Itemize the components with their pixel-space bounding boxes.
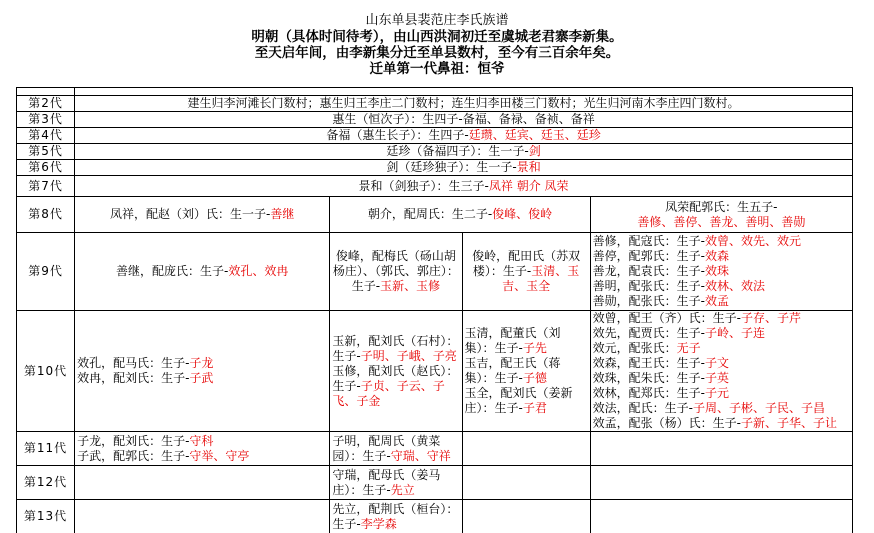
cell-gen12-empty-3 bbox=[590, 466, 852, 500]
cell-gen3: 惠生（恒次子）：生四子-备福、备禄、备祯、备祥 bbox=[75, 112, 853, 128]
cell-gen9-shanji: 善继，配庞氏：生子-效孔、效冉 bbox=[75, 233, 330, 311]
generation-row-12 bbox=[17, 466, 853, 500]
cell-gen12-shourui: 守瑞，配母氏（姜马庄）：生子-先立 bbox=[330, 466, 462, 500]
genealogy-table bbox=[16, 87, 853, 533]
cell-gen4: 备福（惠生长子）：生四子-廷瓒、廷宾、廷玉、廷珍 bbox=[75, 128, 853, 144]
generation-label: 第12代 bbox=[17, 466, 75, 500]
doc-first-ancestor: 迁单第一代鼻祖：恒爷 bbox=[369, 61, 505, 77]
generation-row-13 bbox=[17, 500, 853, 533]
doc-subtitle-origin: 明朝（具体时间待考），由山西洪洞初迁至虞城老君寨李新集。 bbox=[251, 29, 623, 45]
generation-row-11 bbox=[17, 432, 853, 466]
cell-gen8-fengxiang: 凤祥，配赵（刘）氏：生一子-善继 bbox=[75, 197, 330, 233]
cell-gen2: 建生归李河滩长门数村；惠生归王李庄二门数村；连生归李田楼三门数村；光生归河南木李庄四门数村。 bbox=[75, 96, 853, 112]
cell-gen11-zilong: 子龙，配刘氏：生子-守科 子武，配郭氏：生子-守举、守亭 bbox=[75, 432, 330, 466]
generation-row-2 bbox=[17, 96, 853, 112]
cell-gen13-empty-3 bbox=[590, 500, 852, 533]
cell-gen9-shanxiu-branch: 善修，配寇氏：生子-效曾、效先、效元 善停，配郭氏：生子-效森 善龙，配袁氏：生子-效珠 善明，配张氏：生子-效林、效法 善勋，配张氏：生子-效孟 bbox=[590, 233, 852, 311]
cell-gen10-yuqing: 玉清，配董氏（刘集）：生子-子先 玉吉，配王氏（蒋集）：生子-子德 玉全，配刘氏（姜新庄）：生子-子君 bbox=[462, 311, 590, 432]
cell-gen13-xianli: 先立，配荆氏（桓台）：生子-李学森 bbox=[330, 500, 462, 533]
cell-gen10-xiaokong: 效孔，配马氏：生子-子龙 效冉，配刘氏：生子-子武 bbox=[75, 311, 330, 432]
cell-gen9-junling: 俊岭，配田氏（苏双楼）：生子-玉清、玉吉、玉全 bbox=[462, 233, 590, 311]
cell-gen5: 廷珍（备福四子）：生一子-剑 bbox=[75, 144, 853, 160]
cell-gen12-empty-1 bbox=[75, 466, 330, 500]
generation-label: 第11代 bbox=[17, 432, 75, 466]
generation-row-5 bbox=[17, 144, 853, 160]
cell-gen9-junfeng: 俊峰，配梅氏（砀山胡杨庄）、（郭氏、郭庄）：生子-玉新、玉修 bbox=[330, 233, 462, 311]
generation-label: 第5代 bbox=[17, 144, 75, 160]
generation-label: 第6代 bbox=[17, 160, 75, 176]
cell-gen8-fengrong: 凤荣配郭氏：生五子- 善修、善停、善龙、善明、善勋 bbox=[590, 197, 852, 233]
generation-label: 第3代 bbox=[17, 112, 75, 128]
cell-gen12-empty-2 bbox=[462, 466, 590, 500]
cell-gen7: 景和（剑独子）：生三子-凤祥 朝介 凤荣 bbox=[75, 176, 853, 197]
generation-row-8 bbox=[17, 197, 853, 233]
cell-gen6: 剑（廷珍独子）：生一子-景和 bbox=[75, 160, 853, 176]
generation-row-3 bbox=[17, 112, 853, 128]
cell-gen11-empty-1 bbox=[462, 432, 590, 466]
cell-gen13-empty-2 bbox=[462, 500, 590, 533]
generation-label: 第8代 bbox=[17, 197, 75, 233]
table-row-spacer bbox=[17, 88, 853, 96]
doc-title: 山东单县裴范庄李氏族谱 bbox=[365, 13, 509, 28]
cell-gen11-empty-2 bbox=[590, 432, 852, 466]
generation-label: 第7代 bbox=[17, 176, 75, 197]
document-header bbox=[0, 12, 874, 77]
generation-label: 第2代 bbox=[17, 96, 75, 112]
cell-gen10-yuxin: 玉新，配刘氏（石村）：生子-子明、子峨、子亮 玉修，配刘氏（赵氏）：生子-子贞、子云、子飞、子金 bbox=[330, 311, 462, 432]
generation-row-6 bbox=[17, 160, 853, 176]
spacer-cell bbox=[75, 88, 853, 96]
generation-row-10 bbox=[17, 311, 853, 432]
generation-row-7 bbox=[17, 176, 853, 197]
generation-label: 第4代 bbox=[17, 128, 75, 144]
doc-subtitle-migration: 至天启年间，由李新集分迁至单县数村，至今有三百余年矣。 bbox=[254, 45, 620, 61]
cell-gen13-empty-1 bbox=[75, 500, 330, 533]
cell-gen11-ziming: 子明，配周氏（黄菜园）：生子-守瑞、守祥 bbox=[330, 432, 462, 466]
generation-label: 第9代 bbox=[17, 233, 75, 311]
generation-label: 第10代 bbox=[17, 311, 75, 432]
cell-gen10-xiaozeng-branch: 效曾，配王（齐）氏：生子-子存、子芹 效先，配贾氏：生子-子岭、子连 效元，配张氏：无子 效森，配王氏：生子-子文 效珠，配朱氏：生子-子英 效林，配郑氏：生子-子元 效法，配氏：生子-子周、子彬、子民、子昌 效孟，配张（杨）氏：生子-子新、子华、子让 bbox=[590, 311, 852, 432]
cell-gen8-chaojie: 朝介，配周氏：生二子-俊峰、俊岭 bbox=[330, 197, 590, 233]
spacer-label-cell bbox=[17, 88, 75, 96]
generation-row-9 bbox=[17, 233, 853, 311]
generation-row-4 bbox=[17, 128, 853, 144]
generation-label: 第13代 bbox=[17, 500, 75, 533]
